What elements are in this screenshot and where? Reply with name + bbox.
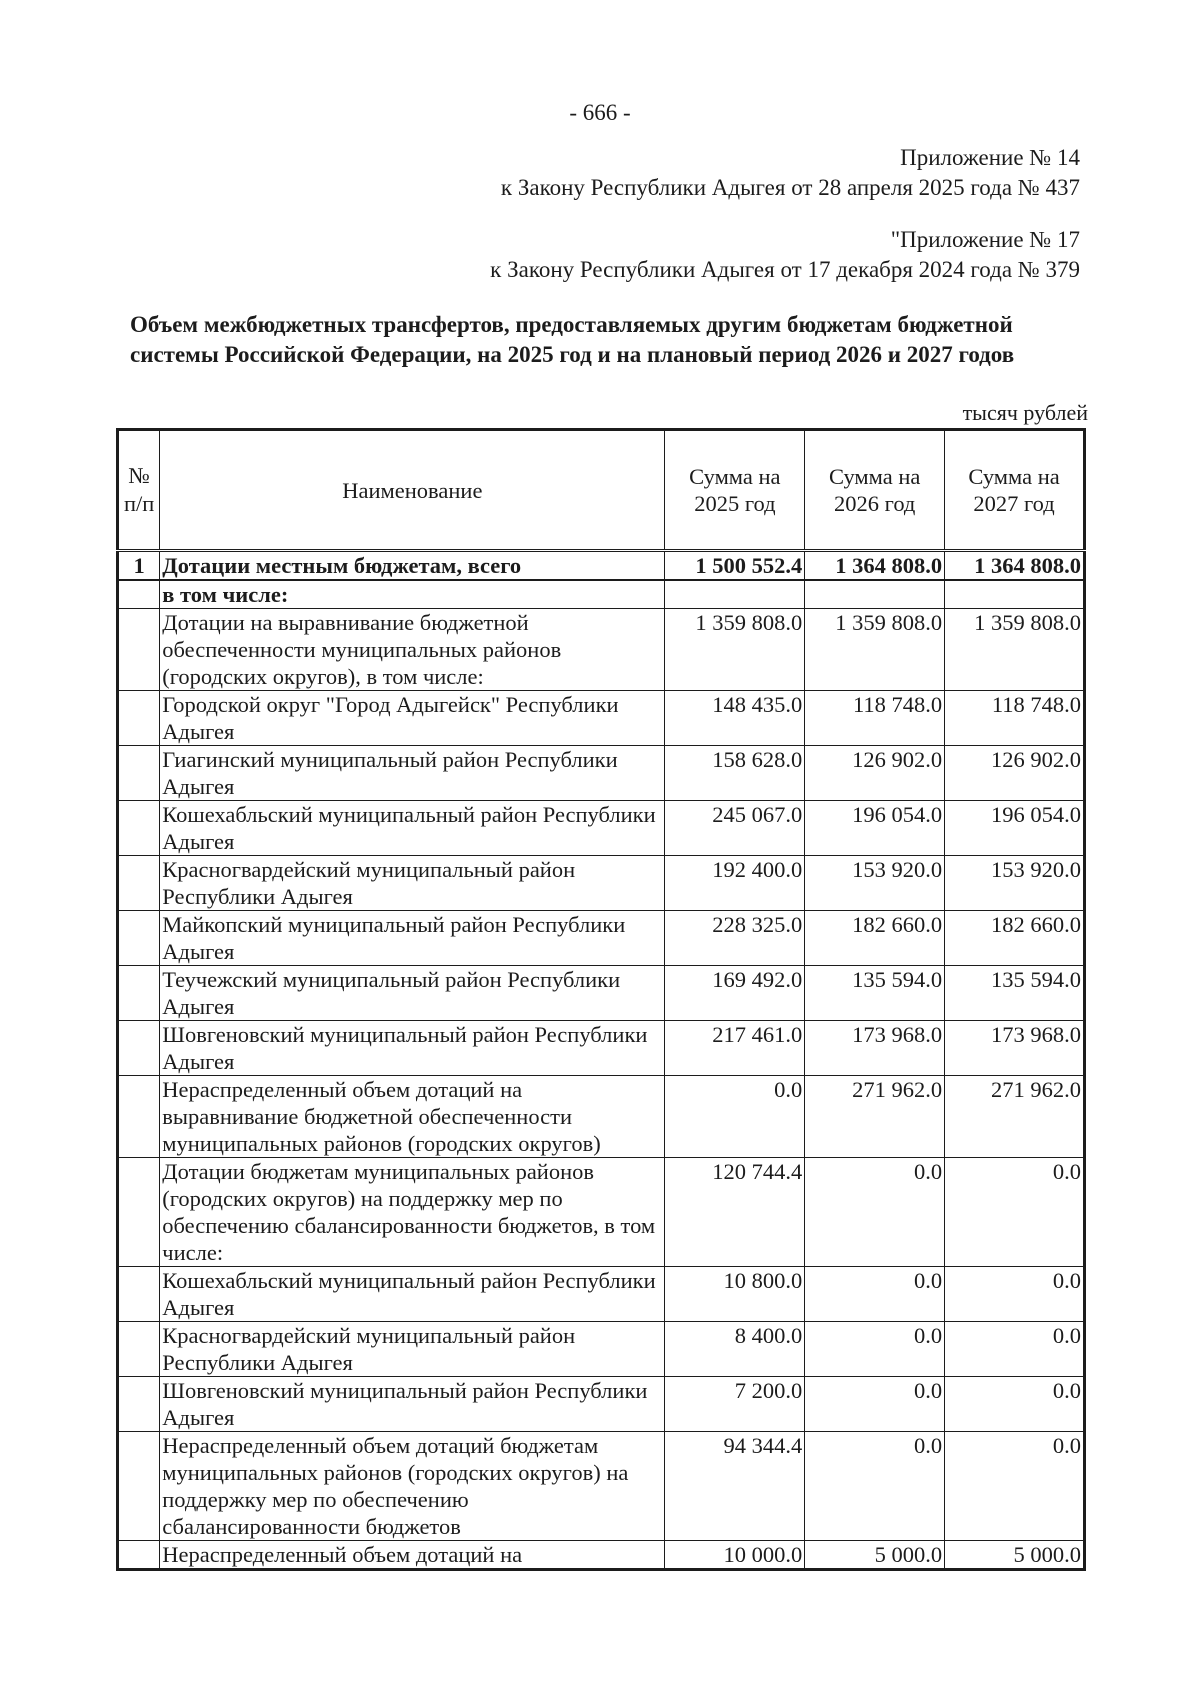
cell-2027: 118 748.0	[945, 691, 1085, 746]
cell-2026: 173 968.0	[805, 1021, 945, 1076]
cell-2027: 196 054.0	[945, 801, 1085, 856]
cell-2026: 0.0	[805, 1377, 945, 1432]
cell-number	[118, 746, 160, 801]
table-row	[118, 1377, 1085, 1432]
table-row	[118, 1432, 1085, 1541]
table-row	[118, 609, 1085, 691]
cell-2025	[665, 580, 805, 609]
cell-name: в том числе:	[160, 580, 665, 609]
cell-number	[118, 1541, 160, 1570]
table-row	[118, 856, 1085, 911]
units-label: тысяч рублей	[962, 400, 1088, 425]
cell-name: Кошехабльский муниципальный район Республики Адыгея	[160, 1267, 665, 1322]
cell-2027: 5 000.0	[945, 1541, 1085, 1570]
cell-2027: 0.0	[945, 1322, 1085, 1377]
table-row	[118, 580, 1085, 609]
header-2026: Сумма на 2026 год	[805, 430, 945, 551]
cell-number	[118, 801, 160, 856]
cell-name: Шовгеновский муниципальный район Республики Адыгея	[160, 1377, 665, 1432]
cell-2027: 153 920.0	[945, 856, 1085, 911]
appendix-current-line1: Приложение № 14	[900, 145, 1080, 170]
cell-2026: 271 962.0	[805, 1076, 945, 1158]
appendix-previous-line1: "Приложение № 17	[890, 227, 1080, 252]
table-row	[118, 1541, 1085, 1570]
cell-2027: 173 968.0	[945, 1021, 1085, 1076]
cell-2026: 153 920.0	[805, 856, 945, 911]
cell-2025: 228 325.0	[665, 911, 805, 966]
cell-name: Нераспределенный объем дотаций на	[160, 1541, 665, 1570]
cell-number: 1	[118, 551, 160, 581]
cell-name: Нераспределенный объем дотаций бюджетам муниципальных районов (городских округов) на поддержку мер по обеспечению сбалансированности бюджетов	[160, 1432, 665, 1541]
cell-name: Дотации на выравнивание бюджетной обеспеченности муниципальных районов (городских округов), в том числе:	[160, 609, 665, 691]
table-body	[118, 551, 1085, 1570]
cell-2026: 0.0	[805, 1267, 945, 1322]
cell-number	[118, 1021, 160, 1076]
cell-name: Кошехабльский муниципальный район Республики Адыгея	[160, 801, 665, 856]
cell-2025: 8 400.0	[665, 1322, 805, 1377]
cell-number	[118, 1158, 160, 1267]
page-number: - 666 -	[569, 100, 631, 125]
table-row	[118, 1021, 1085, 1076]
cell-2025: 148 435.0	[665, 691, 805, 746]
cell-2026: 182 660.0	[805, 911, 945, 966]
table-row	[118, 801, 1085, 856]
appendix-reference-previous	[490, 225, 1080, 285]
cell-name: Майкопский муниципальный район Республики Адыгея	[160, 911, 665, 966]
table-header-row	[118, 430, 1085, 551]
cell-name: Дотации бюджетам муниципальных районов (городских округов) на поддержку мер по обеспечению сбалансированности бюджетов, в том числе:	[160, 1158, 665, 1267]
cell-number	[118, 691, 160, 746]
document-title-line1: Объем межбюджетных трансфертов, предоставляемых другим бюджетам бюджетной	[130, 312, 1013, 337]
cell-2025: 94 344.4	[665, 1432, 805, 1541]
table-row	[118, 1076, 1085, 1158]
cell-2025: 120 744.4	[665, 1158, 805, 1267]
cell-2026: 1 364 808.0	[805, 551, 945, 581]
cell-2025: 217 461.0	[665, 1021, 805, 1076]
cell-2026: 135 594.0	[805, 966, 945, 1021]
header-number: № п/п	[118, 430, 160, 551]
cell-2026: 0.0	[805, 1322, 945, 1377]
cell-2025: 192 400.0	[665, 856, 805, 911]
cell-2026: 0.0	[805, 1158, 945, 1267]
document-title	[130, 310, 1070, 370]
table-row	[118, 1267, 1085, 1322]
cell-name: Гиагинский муниципальный район Республики Адыгея	[160, 746, 665, 801]
cell-number	[118, 911, 160, 966]
cell-2027: 135 594.0	[945, 966, 1085, 1021]
cell-2027	[945, 580, 1085, 609]
cell-number	[118, 1267, 160, 1322]
cell-2025: 10 800.0	[665, 1267, 805, 1322]
cell-number	[118, 580, 160, 609]
cell-2026: 5 000.0	[805, 1541, 945, 1570]
cell-2027: 1 359 808.0	[945, 609, 1085, 691]
cell-name: Дотации местным бюджетам, всего	[160, 551, 665, 581]
cell-2026: 118 748.0	[805, 691, 945, 746]
appendix-previous-line2: к Закону Республики Адыгея от 17 декабря 2024 года № 379	[490, 257, 1080, 282]
cell-2025: 1 500 552.4	[665, 551, 805, 581]
cell-2027: 126 902.0	[945, 746, 1085, 801]
cell-2025: 0.0	[665, 1076, 805, 1158]
cell-name: Шовгеновский муниципальный район Республики Адыгея	[160, 1021, 665, 1076]
table-row	[118, 746, 1085, 801]
cell-2025: 158 628.0	[665, 746, 805, 801]
appendix-current-line2: к Закону Республики Адыгея от 28 апреля 2025 года № 437	[500, 175, 1080, 200]
transfers-table	[116, 428, 1086, 1571]
cell-number	[118, 1322, 160, 1377]
cell-2025: 10 000.0	[665, 1541, 805, 1570]
cell-name: Красногвардейский муниципальный район Республики Адыгея	[160, 1322, 665, 1377]
table-row	[118, 1158, 1085, 1267]
cell-number	[118, 609, 160, 691]
cell-2026: 196 054.0	[805, 801, 945, 856]
table-row	[118, 1322, 1085, 1377]
cell-2027: 0.0	[945, 1432, 1085, 1541]
cell-number	[118, 1076, 160, 1158]
cell-2025: 245 067.0	[665, 801, 805, 856]
cell-2026: 1 359 808.0	[805, 609, 945, 691]
cell-2025: 169 492.0	[665, 966, 805, 1021]
cell-2026: 0.0	[805, 1432, 945, 1541]
cell-2027: 0.0	[945, 1267, 1085, 1322]
cell-name: Нераспределенный объем дотаций на выравнивание бюджетной обеспеченности муниципальных районов (городских округов)	[160, 1076, 665, 1158]
appendix-reference-current	[501, 143, 1080, 203]
cell-2027: 182 660.0	[945, 911, 1085, 966]
table-row	[118, 966, 1085, 1021]
table-row	[118, 551, 1085, 581]
header-name: Наименование	[160, 430, 665, 551]
cell-name: Красногвардейский муниципальный район Республики Адыгея	[160, 856, 665, 911]
cell-2025: 1 359 808.0	[665, 609, 805, 691]
cell-number	[118, 1432, 160, 1541]
table-row	[118, 691, 1085, 746]
cell-2027: 0.0	[945, 1158, 1085, 1267]
cell-2027: 0.0	[945, 1377, 1085, 1432]
cell-2027: 1 364 808.0	[945, 551, 1085, 581]
cell-2027: 271 962.0	[945, 1076, 1085, 1158]
cell-2025: 7 200.0	[665, 1377, 805, 1432]
header-2027: Сумма на 2027 год	[945, 430, 1085, 551]
document-title-line2: системы Российской Федерации, на 2025 год и на плановый период 2026 и 2027 годов	[130, 342, 1015, 367]
header-2025: Сумма на 2025 год	[665, 430, 805, 551]
cell-name: Теучежский муниципальный район Республики Адыгея	[160, 966, 665, 1021]
cell-name: Городской округ "Город Адыгейск" Республики Адыгея	[160, 691, 665, 746]
cell-number	[118, 856, 160, 911]
table-row	[118, 911, 1085, 966]
cell-number	[118, 966, 160, 1021]
cell-number	[118, 1377, 160, 1432]
cell-2026	[805, 580, 945, 609]
cell-2026: 126 902.0	[805, 746, 945, 801]
